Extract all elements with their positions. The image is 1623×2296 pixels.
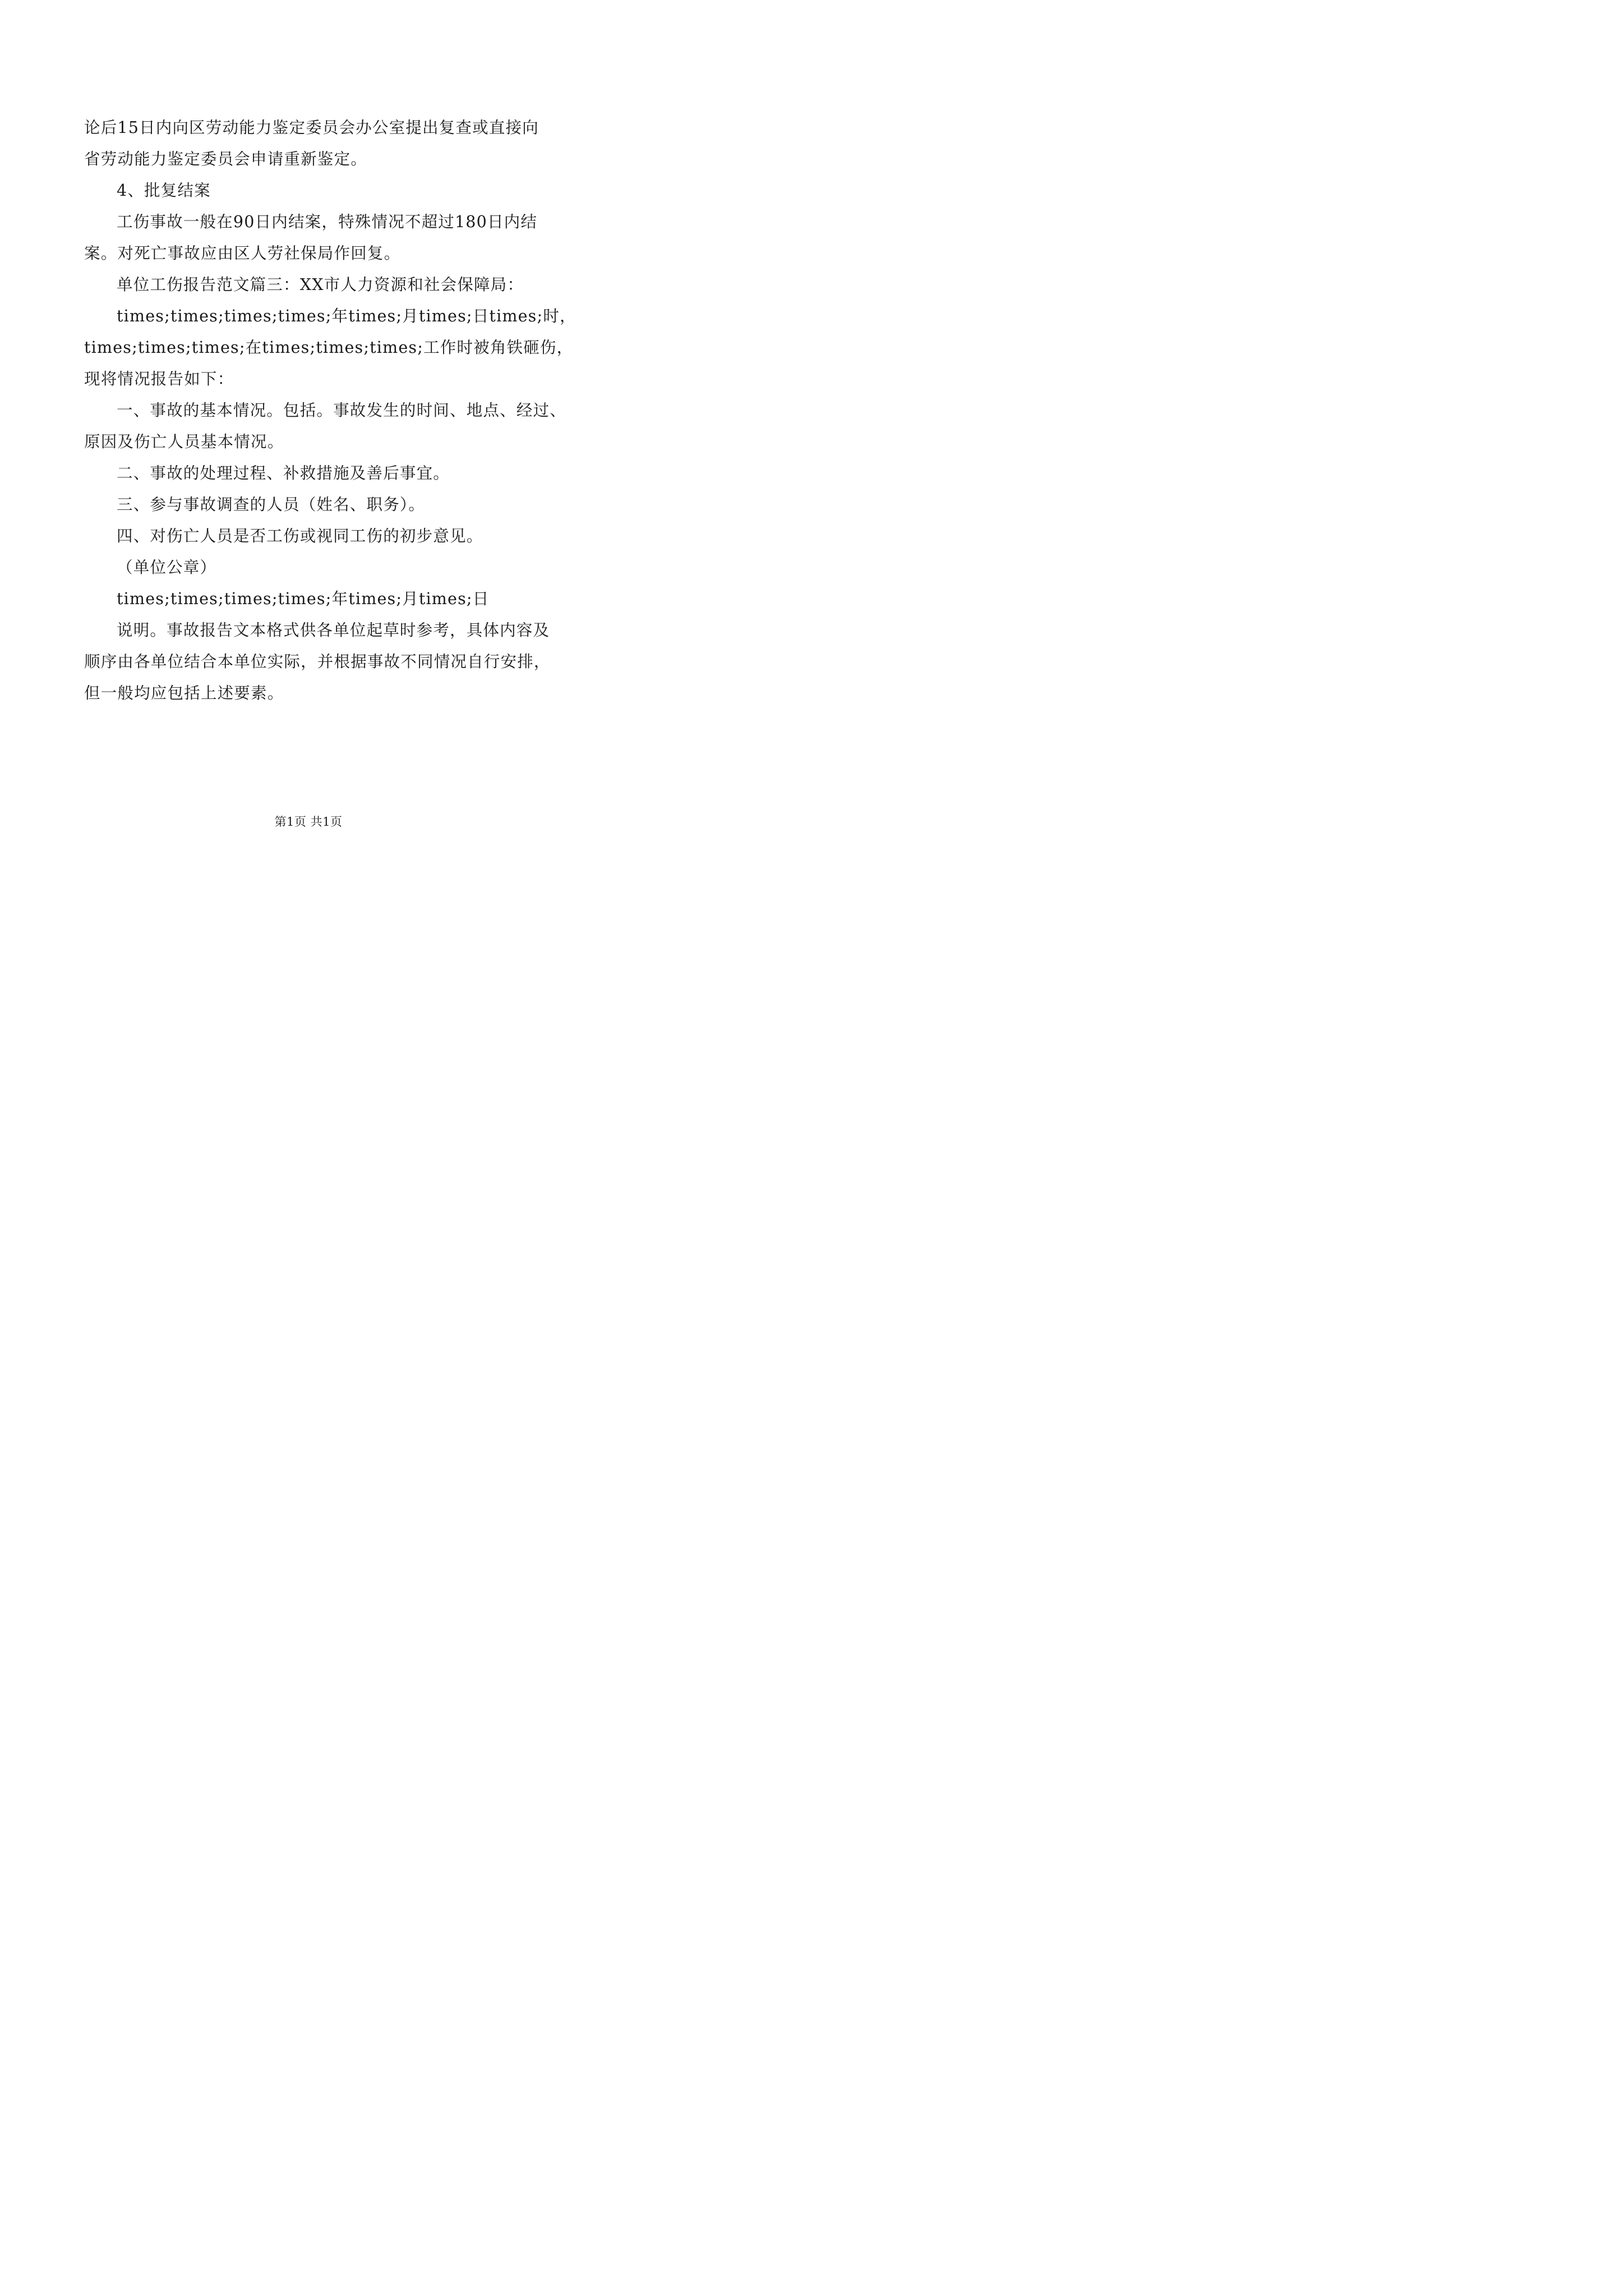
text-line: 三、参与事故调查的人员（姓名、职务）。: [117, 495, 426, 514]
text-line: 顺序由各单位结合本单位实际，并根据事故不同情况自行安排，: [84, 652, 551, 671]
text-line: times;times;times;在times;times;times;工作时被角铁砸伤，: [84, 338, 574, 357]
text-line: 四、对伤亡人员是否工伤或视同工伤的初步意见。: [117, 527, 483, 545]
page-number-footer: 第1页 共1页: [274, 815, 343, 829]
seal-placeholder: （单位公章）: [117, 558, 217, 577]
text-line: 工伤事故一般在90日内结案，特殊情况不超过180日内结: [117, 213, 538, 231]
section-heading: 4、批复结案: [117, 181, 211, 200]
text-line: 一、事故的基本情况。包括。事故发生的时间、地点、经过、: [117, 401, 566, 420]
text-line: 二、事故的处理过程、补救措施及善后事宜。: [117, 464, 450, 482]
text-line: 说明。事故报告文本格式供各单位起草时参考，具体内容及: [117, 621, 550, 639]
text-line: 论后15日内向区劳动能力鉴定委员会办公室提出复查或直接向: [84, 118, 539, 137]
text-line: times;times;times;times;年times;月times;日times;时，: [117, 307, 577, 325]
text-line: 原因及伤亡人员基本情况。: [84, 432, 284, 451]
date-line: times;times;times;times;年times;月times;日: [117, 590, 490, 608]
text-line: 但一般均应包括上述要素。: [84, 684, 284, 702]
text-line: 现将情况报告如下：: [84, 370, 234, 388]
text-line: 案。对死亡事故应由区人劳社保局作回复。: [84, 244, 401, 263]
document-page: [0, 0, 617, 873]
text-line: 单位工伤报告范文篇三：XX市人力资源和社会保障局：: [117, 275, 524, 294]
text-line: 省劳动能力鉴定委员会申请重新鉴定。: [84, 150, 367, 168]
